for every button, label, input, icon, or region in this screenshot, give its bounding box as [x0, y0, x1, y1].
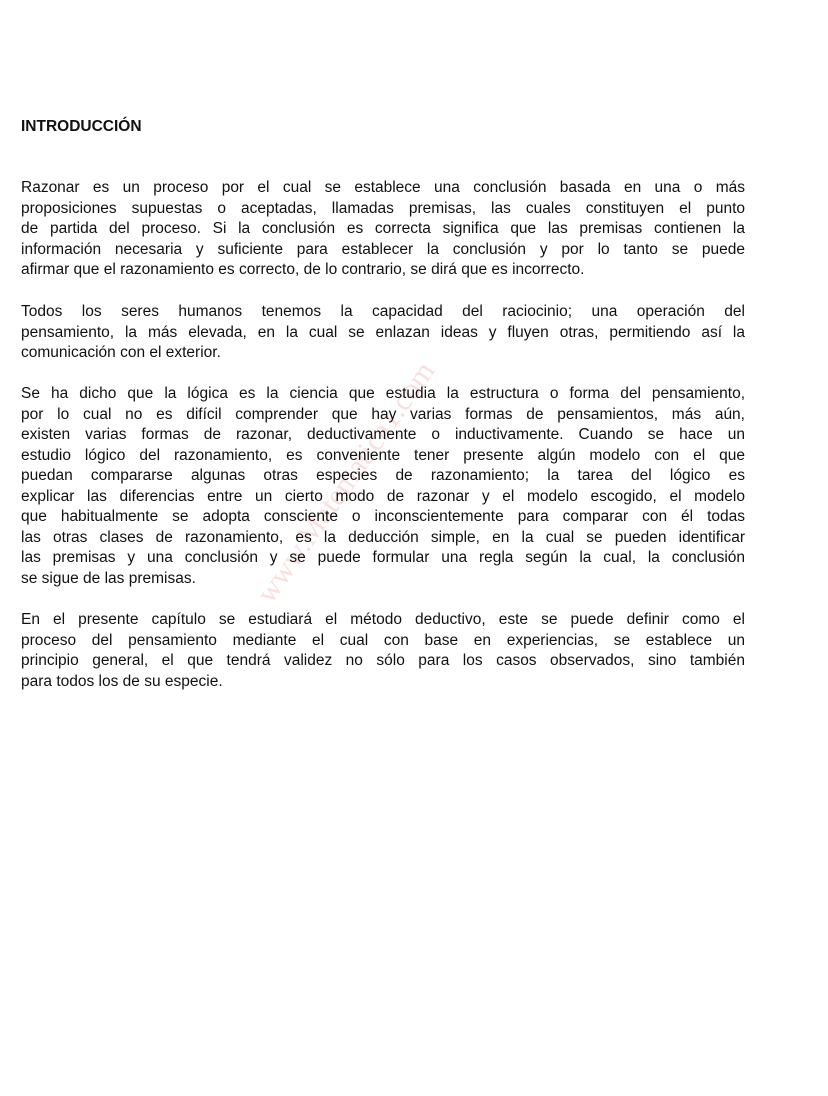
text-line: las otras clases de razonamiento, es la deducción simple, en la cual se pueden identificar [21, 528, 745, 546]
paragraph-1 [21, 178, 745, 281]
text-line: proposiciones supuestas o aceptadas, llamadas premisas, las cuales constituyen el punto [21, 199, 745, 217]
text-line: las premisas y una conclusión y se puede formular una regla según la cual, la conclusión [21, 549, 745, 566]
text-line: En el presente capítulo se estudiará el método deductivo, este se puede definir como el [21, 611, 745, 628]
text-line: Razonar es un proceso por el cual se establece una conclusión basada en una o más [21, 179, 745, 196]
text-line: que habitualmente se adopta consciente o inconscientemente para comparar con él todas [21, 508, 745, 525]
text-line: principio general, el que tendrá validez no sólo para los casos observados, sino también [21, 652, 745, 669]
text-line: explicar las diferencias entre un cierto modo de razonar y el modelo escogido, el modelo [21, 487, 745, 505]
text-line: existen varias formas de razonar, deductivamente o inductivamente. Cuando se hace un [21, 426, 745, 443]
text-line: se sigue de las premisas. [21, 569, 196, 587]
text-line: puedan compararse algunas otras especies de razonamiento; la tarea del lógico es [21, 467, 745, 484]
text-line: afirmar que el razonamiento es correcto, de lo contrario, se dirá que es incorrecto. [21, 261, 585, 278]
text-line: por lo cual no es difícil comprender que hay varias formas de pensamientos, más aún, [21, 405, 745, 423]
text-line: Se ha dicho que la lógica es la ciencia que estudia la estructura o forma del pensamiento, [21, 385, 745, 402]
text-line: estudio lógico del razonamiento, es conveniente tener presente algún modelo con el que [21, 446, 745, 464]
watermark: www.Matematica1.com [250, 355, 442, 609]
text-line: Todos los seres humanos tenemos la capacidad del raciocinio; una operación del [21, 303, 745, 320]
text-line: comunicación con el exterior. [21, 344, 221, 361]
text-line: información necesaria y suficiente para establecer la conclusión y por lo tanto se puede [21, 240, 745, 258]
section-heading: INTRODUCCIÓN [21, 118, 142, 135]
text-line: proceso del pensamiento mediante el cual con base en experiencias, se establece un [21, 631, 745, 649]
paragraph-2 [21, 302, 745, 364]
text-line: para todos los de su especie. [21, 672, 223, 690]
paragraph-3 [21, 384, 745, 589]
text-line: pensamiento, la más elevada, en la cual se enlazan ideas y fluyen otras, permitiendo así la [21, 323, 745, 341]
text-line: de partida del proceso. Si la conclusión es correcta significa que las premisas contienen la [21, 220, 745, 237]
paragraph-4 [21, 610, 745, 692]
